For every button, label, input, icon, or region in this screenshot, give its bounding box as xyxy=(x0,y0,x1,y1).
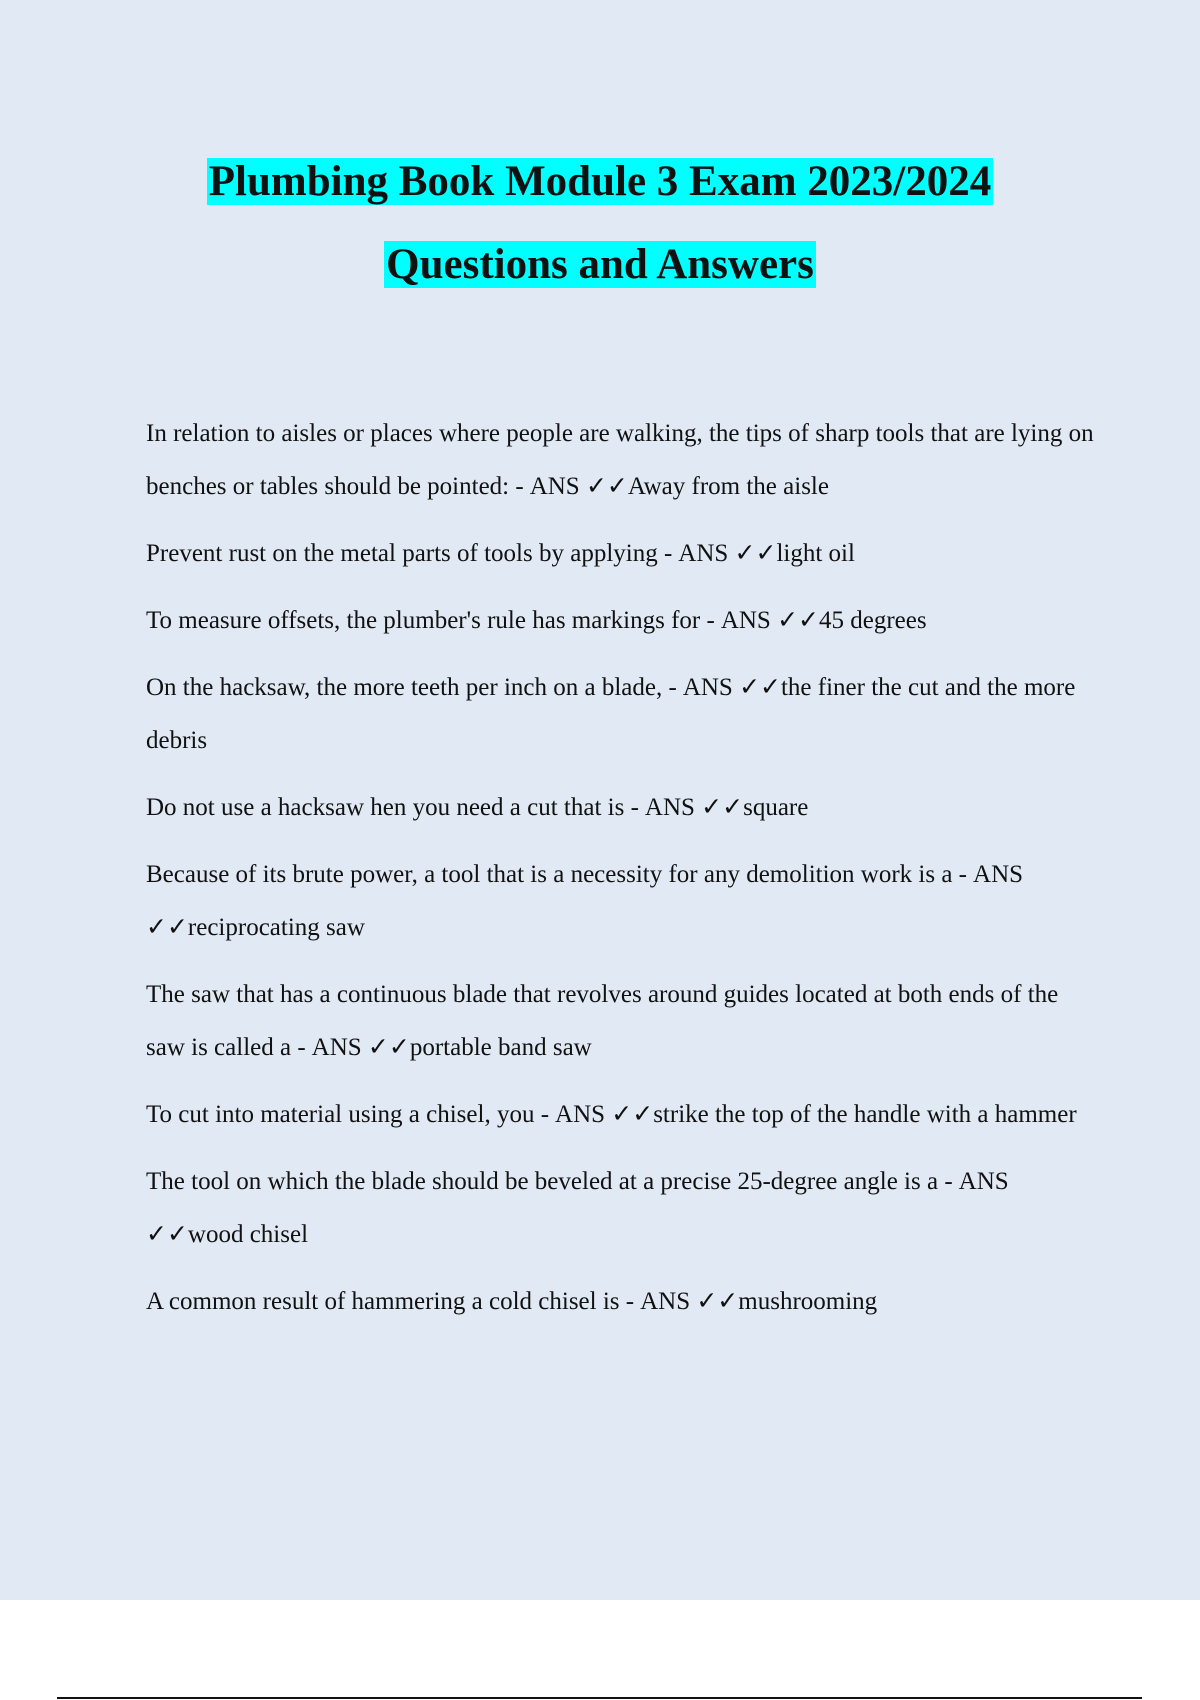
answer-text: the finer the cut and the more debris xyxy=(146,674,1076,754)
question-list xyxy=(146,407,1096,1342)
question-text: To cut into material using a chisel, you - xyxy=(146,1101,550,1128)
answer-marker: ANS ✓✓ xyxy=(720,607,819,634)
question-text: The saw that has a continuous blade that revolves around guides located at both ends of the saw is called a - xyxy=(146,981,1059,1061)
footer-divider xyxy=(57,1697,1142,1699)
question-text: To measure offsets, the plumber's rule has markings for - xyxy=(146,607,715,634)
qa-item xyxy=(146,1088,1096,1141)
question-text: In relation to aisles or places where people are walking, the tips of sharp tools that are lying on benches or tables should be pointed: - xyxy=(146,420,1094,500)
answer-marker: ANS ✓✓ xyxy=(146,1168,1009,1248)
document-title xyxy=(0,140,1200,306)
qa-item xyxy=(146,1155,1096,1261)
title-line-2: Questions and Answers xyxy=(386,241,814,288)
answer-marker: ANS ✓✓ xyxy=(640,1288,739,1315)
qa-item xyxy=(146,968,1096,1074)
qa-item xyxy=(146,848,1096,954)
answer-text: wood chisel xyxy=(187,1221,309,1248)
answer-marker: ANS ✓✓ xyxy=(529,473,628,500)
qa-item xyxy=(146,594,1096,647)
question-text: Do not use a hacksaw hen you need a cut that is - xyxy=(146,794,639,821)
answer-marker: ANS ✓✓ xyxy=(644,794,744,821)
question-text: A common result of hammering a cold chisel is - xyxy=(146,1288,635,1315)
qa-item xyxy=(146,527,1096,580)
qa-item xyxy=(146,781,1096,834)
question-text: Because of its brute power, a tool that is a necessity for any demolition work is a - xyxy=(146,861,968,888)
answer-marker: ANS ✓✓ xyxy=(146,861,1024,941)
answer-text: portable band saw xyxy=(409,1034,592,1061)
answer-text: 45 degrees xyxy=(818,607,927,634)
title-line-1: Plumbing Book Module 3 Exam 2023/2024 xyxy=(208,158,992,205)
answer-text: mushrooming xyxy=(738,1288,878,1315)
answer-marker: ANS ✓✓ xyxy=(678,540,777,567)
answer-marker: ANS ✓✓ xyxy=(682,674,781,701)
qa-item xyxy=(146,407,1096,513)
answer-text: strike the top of the handle with a hammer xyxy=(653,1101,1077,1128)
answer-text: reciprocating saw xyxy=(187,914,365,941)
question-text: Prevent rust on the metal parts of tools by applying - xyxy=(146,540,673,567)
answer-text: light oil xyxy=(776,540,855,567)
qa-item xyxy=(146,661,1096,767)
question-text: The tool on which the blade should be beveled at a precise 25-degree angle is a - xyxy=(146,1168,953,1195)
answer-marker: ANS ✓✓ xyxy=(555,1101,654,1128)
qa-item xyxy=(146,1275,1096,1328)
question-text: On the hacksaw, the more teeth per inch on a blade, - xyxy=(146,674,677,701)
answer-text: Away from the aisle xyxy=(627,473,829,500)
answer-marker: ANS ✓✓ xyxy=(311,1034,410,1061)
answer-text: square xyxy=(743,794,809,821)
